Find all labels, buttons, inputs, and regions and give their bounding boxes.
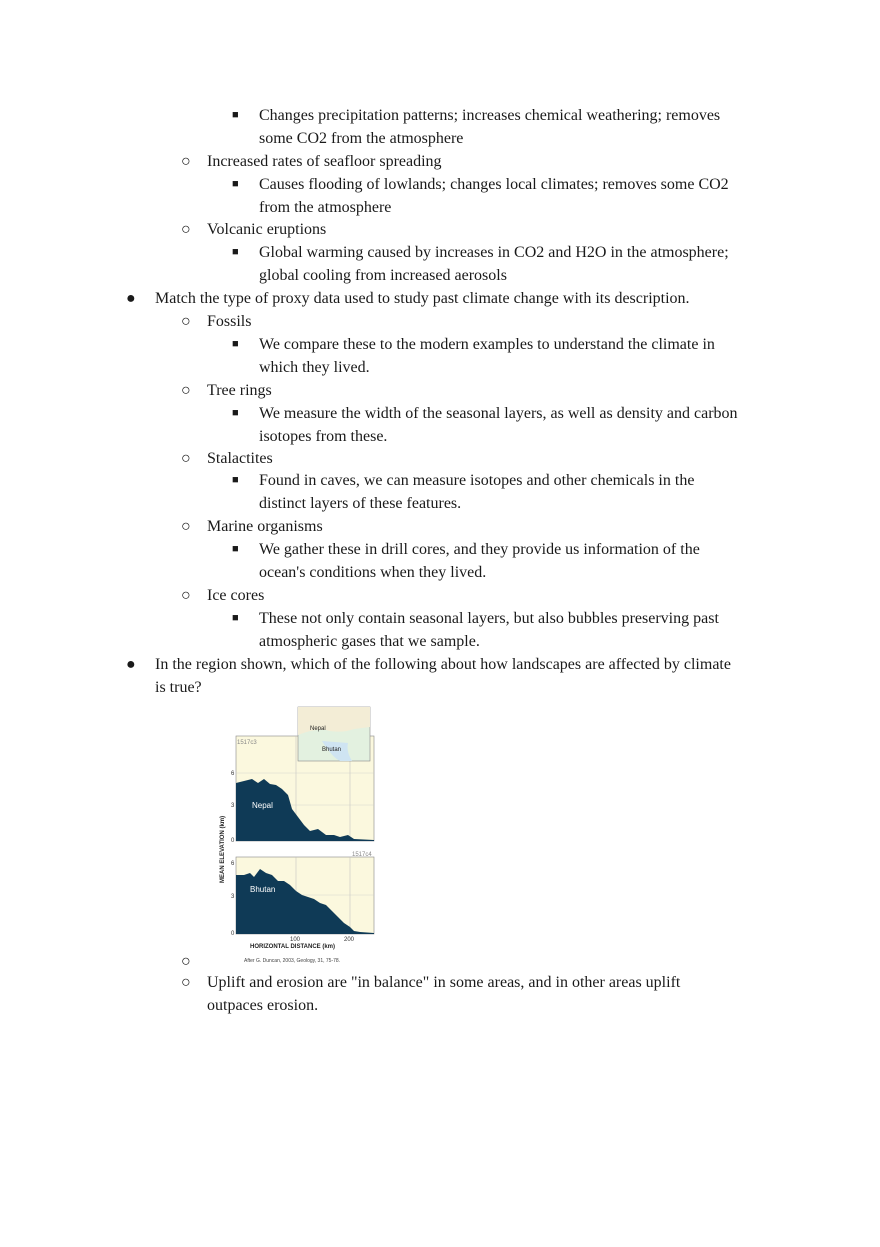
map-label-bhutan: Bhutan — [322, 747, 342, 753]
y-tick: 3 — [231, 803, 235, 809]
panel-tag: 1517c4 — [352, 852, 372, 858]
bullet-circle: ○ — [181, 587, 191, 604]
proxy-term: Marine organisms — [207, 518, 323, 535]
figure-credit: After G. Duncan, 2003, Geology, 31, 75-78. — [244, 958, 341, 964]
panel-tag: 1517c3 — [237, 740, 257, 746]
proxy-description: These not only contain seasonal layers, but also bubbles preserving past — [259, 610, 719, 627]
bullet-square: ■ — [232, 338, 239, 350]
list-item-text: Global warming caused by increases in CO2 and H2O in the atmosphere; — [259, 244, 729, 261]
map-label-nepal: Nepal — [310, 726, 326, 732]
proxy-description: distinct layers of these features. — [259, 495, 462, 512]
proxy-description: atmospheric gases that we sample. — [259, 633, 480, 650]
list-item-text: Volcanic eruptions — [207, 221, 327, 238]
x-tick: 200 — [344, 937, 355, 943]
answer-text: outpaces erosion. — [207, 997, 319, 1014]
bullet-dot: ● — [126, 656, 136, 673]
y-axis-label: MEAN ELEVATION (km) — [220, 815, 226, 883]
proxy-term: Fossils — [207, 313, 252, 330]
question-prompt: Match the type of proxy data used to study past climate change with its description. — [155, 290, 690, 307]
list-item-text: Increased rates of seafloor spreading — [207, 153, 442, 170]
proxy-description: ocean's conditions when they lived. — [259, 564, 487, 581]
list-item-text: Causes flooding of lowlands; changes local climates; removes some CO2 — [259, 176, 729, 193]
proxy-term: Stalactites — [207, 450, 273, 467]
bullet-square: ■ — [232, 178, 239, 190]
proxy-description: We measure the width of the seasonal layers, as well as density and carbon — [259, 405, 738, 422]
proxy-description: which they lived. — [259, 359, 370, 376]
proxy-term: Ice cores — [207, 587, 265, 604]
y-tick: 0 — [231, 931, 235, 937]
list-item-text: Changes precipitation patterns; increases chemical weathering; removes — [259, 107, 721, 124]
answer-text: Uplift and erosion are "in balance" in some areas, and in other areas uplift — [207, 974, 681, 991]
proxy-description: We compare these to the modern examples to understand the climate in — [259, 336, 715, 353]
proxy-term: Tree rings — [207, 382, 272, 399]
question-prompt: In the region shown, which of the following about how landscapes are affected by climate — [155, 656, 731, 673]
y-tick: 6 — [231, 861, 235, 867]
proxy-description: isotopes from these. — [259, 428, 388, 445]
bullet-square: ■ — [232, 474, 239, 486]
x-tick: 100 — [290, 937, 301, 943]
bullet-circle: ○ — [181, 974, 191, 991]
bullet-circle: ○ — [181, 153, 191, 170]
bullet-circle: ○ — [181, 450, 191, 467]
list-item-text: some CO2 from the atmosphere — [259, 130, 464, 147]
bullet-dot: ● — [126, 290, 136, 307]
bullet-circle: ○ — [181, 313, 191, 330]
proxy-description: Found in caves, we can measure isotopes and other chemicals in the — [259, 472, 695, 489]
list-item-text: global cooling from increased aerosols — [259, 267, 507, 284]
bullet-square: ■ — [232, 543, 239, 555]
bhutan-panel-label: Bhutan — [250, 885, 276, 894]
proxy-description: We gather these in drill cores, and they provide us information of the — [259, 541, 700, 558]
bullet-circle: ○ — [181, 382, 191, 399]
nepal-panel-label: Nepal — [252, 801, 273, 810]
bullet-square: ■ — [232, 246, 239, 258]
bullet-square: ■ — [232, 612, 239, 624]
bullet-circle: ○ — [181, 518, 191, 535]
bullet-circle: ○ — [181, 953, 191, 970]
y-tick: 0 — [231, 838, 235, 844]
y-tick: 3 — [231, 894, 235, 900]
list-item-text: from the atmosphere — [259, 199, 392, 216]
question-prompt: is true? — [155, 679, 202, 696]
bullet-square: ■ — [232, 109, 239, 121]
bullet-circle: ○ — [181, 221, 191, 238]
x-axis-label: HORIZONTAL DISTANCE (km) — [250, 944, 335, 950]
y-tick: 6 — [231, 771, 235, 777]
bullet-square: ■ — [232, 407, 239, 419]
elevation-profile-figure — [214, 705, 380, 967]
